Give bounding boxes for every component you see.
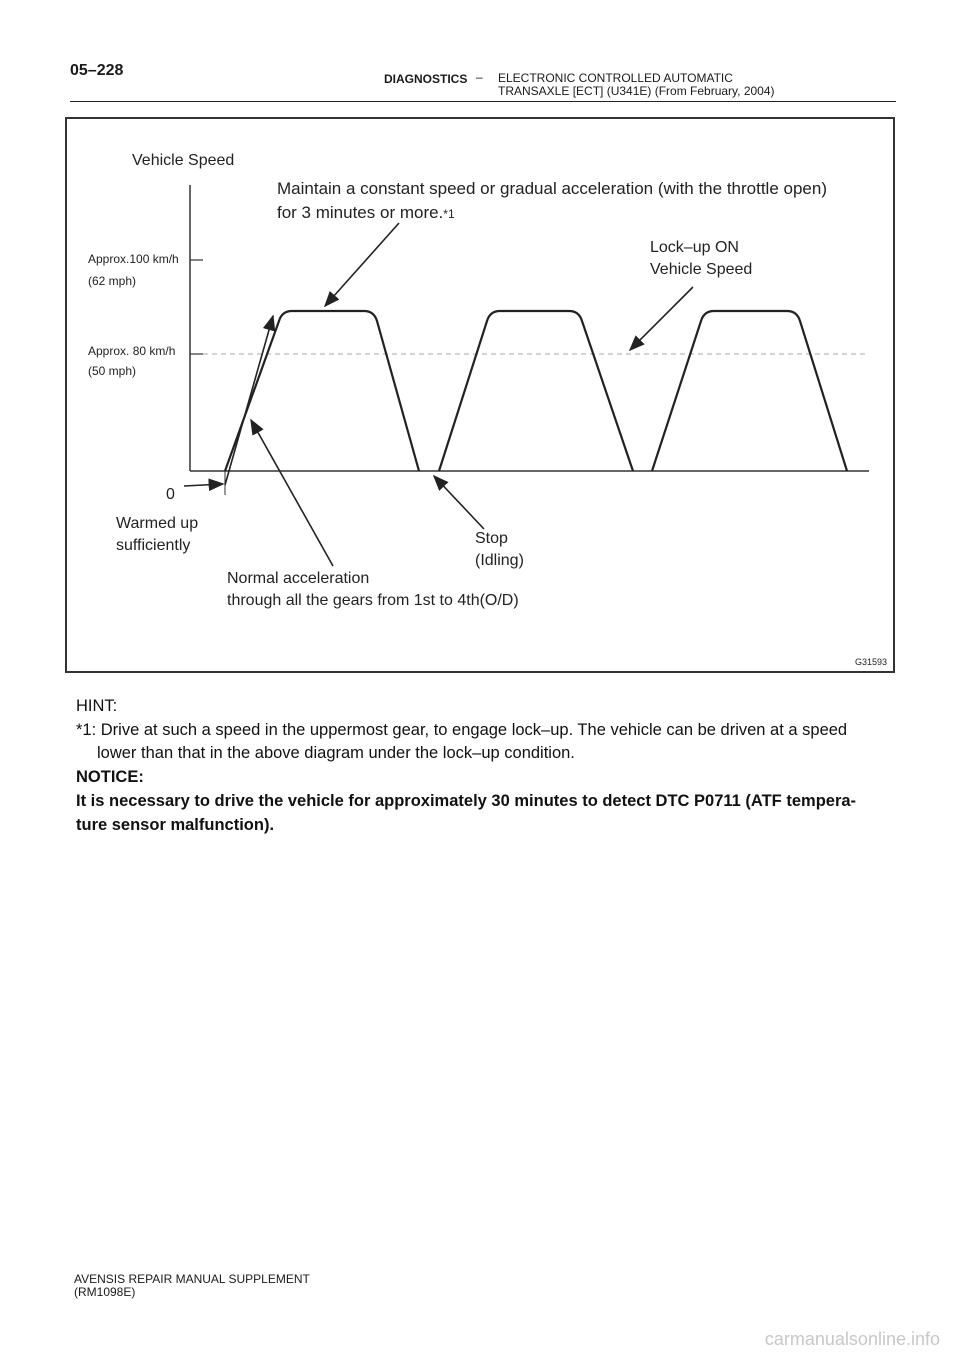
tick-100-mph-label: (62 mph) [88, 274, 137, 288]
footer-manual-code: (RM1098E) [74, 1285, 136, 1299]
normal-accel-annotation-line2: through all the gears from 1st to 4th(O/D) [227, 592, 519, 609]
speed-cycle-1 [225, 311, 419, 471]
chapter-title-line2: TRANSAXLE [ECT] (U341E) (From February, 2004) [498, 84, 775, 98]
header-rule [70, 101, 896, 102]
hint-note-line1: *1: Drive at such a speed in the uppermost gear, to engage lock–up. The vehicle can be driven at a speed [76, 721, 848, 739]
maintain-annotation-line2 [277, 203, 455, 223]
arrow-normal-accel-2 [251, 420, 333, 566]
notice-label: NOTICE: [76, 768, 144, 786]
warmed-annotation-line1: Warmed up [116, 515, 199, 532]
hint-note-line2: lower than that in the above diagram under the lock–up condition. [97, 744, 575, 762]
stop-annotation-line1: Stop [475, 530, 508, 547]
chapter-title-line1: ELECTRONIC CONTROLLED AUTOMATIC [498, 71, 733, 85]
maintain-annotation-line1: Maintain a constant speed or gradual acceleration (with the throttle open) [277, 179, 827, 198]
figure-code: G31593 [854, 657, 887, 667]
warmed-annotation-line2: sufficiently [116, 537, 191, 554]
maintain-annotation-text: for 3 minutes or more. [277, 203, 444, 222]
stop-annotation-line2: (Idling) [475, 552, 524, 569]
hint-label: HINT: [76, 697, 118, 715]
arrow-warmed-up [184, 484, 223, 486]
tick-80-label: Approx. 80 km/h [88, 344, 176, 358]
drive-pattern-figure [65, 117, 895, 673]
watermark: carmanualsonline.info [764, 1329, 940, 1349]
lockup-annotation-line2: Vehicle Speed [650, 261, 753, 278]
tick-100-label: Approx.100 km/h [88, 252, 179, 266]
arrow-stop [434, 476, 484, 529]
lockup-annotation-line1: Lock–up ON [650, 239, 739, 256]
footer-manual-title: AVENSIS REPAIR MANUAL SUPPLEMENT [74, 1272, 310, 1286]
arrow-maintain [325, 223, 399, 306]
tick-80-mph-label: (50 mph) [88, 364, 137, 378]
zero-label: 0 [166, 486, 175, 503]
arrow-normal-accel-1 [225, 316, 273, 485]
maintain-annotation-note: *1 [443, 207, 455, 221]
section-title: DIAGNOSTICS [384, 72, 468, 86]
drive-pattern-diagram [67, 119, 893, 671]
y-axis-label: Vehicle Speed [132, 152, 235, 169]
speed-cycle-2 [439, 311, 633, 471]
normal-accel-annotation-line1: Normal acceleration [227, 570, 370, 587]
page-number: 05–228 [70, 62, 124, 79]
notice-line2: ture sensor malfunction). [76, 816, 275, 834]
speed-cycle-3 [652, 311, 847, 471]
header-dash: – [476, 70, 483, 84]
arrow-lockup [630, 287, 693, 350]
notice-line1: It is necessary to drive the vehicle for approximately 30 minutes to detect DTC P0711 (ATF tempera- [76, 792, 857, 810]
